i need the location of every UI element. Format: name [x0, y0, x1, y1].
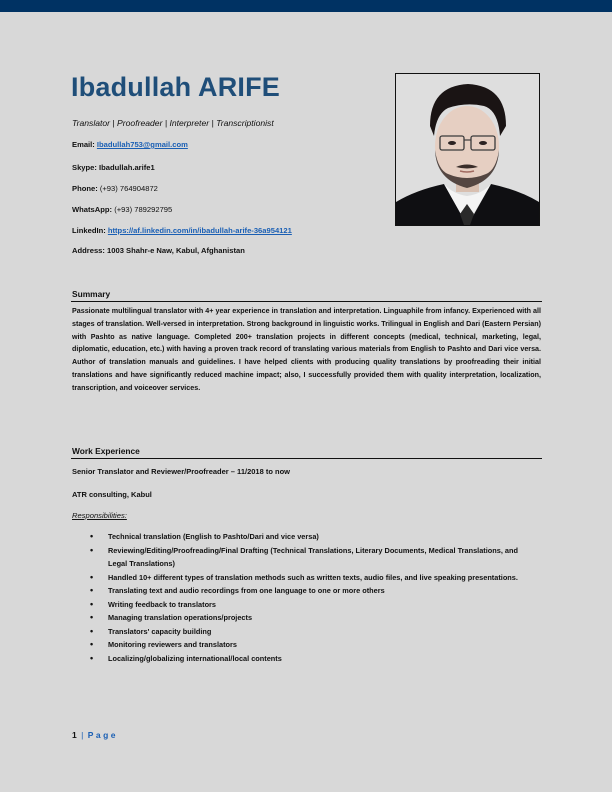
responsibilities-list	[72, 530, 532, 665]
profile-photo	[395, 73, 540, 226]
responsibilities-label: Responsibilities:	[72, 511, 127, 520]
summary-divider	[71, 301, 542, 302]
summary-text: Passionate multilingual translator with 4+ year experience in translation and interpretation. Linguaphile from infancy. Experienced with all stages of translation. Well-versed in interpretation. Strong background in linguistic works. Trilingual in English and Dari (Eastern Persian) with Pashto as native language. Completed 200+ translation projects in different concepts (medical, technical, marketing, legal, diplomatic, education, etc.) with having a proven track record of translating various materials from English to Pashto and Dari vice versa. Author of translation manuals and guidelines. I have helped clients with producing quality translations by proofreading their initial translations and have significantly reduced machine impact; also, I successfully provided them with quality interpretation, localization, transcription, and voiceover services.	[72, 307, 541, 392]
skype-label: Skype:	[72, 163, 100, 172]
contact-phone	[72, 184, 158, 193]
top-color-bar	[0, 0, 612, 12]
work-experience-divider	[71, 458, 542, 459]
list-item: • Translating text and audio recordings from one language to one or more others	[72, 584, 532, 598]
list-item: • Managing translation operations/projects	[72, 611, 532, 625]
address-value: 1003 Shahr-e Naw, Kabul, Afghanistan	[107, 246, 245, 255]
candidate-name: Ibadullah ARIFE	[71, 72, 281, 102]
address-label: Address:	[72, 246, 108, 255]
list-item: • Reviewing/Editing/Proofreading/Final Drafting (Technical Translations, Literary Documents, Medical Translations, and Legal Translations)	[72, 544, 532, 571]
contact-whatsapp	[72, 205, 172, 214]
whatsapp-value: (+93) 789292795	[114, 205, 173, 214]
linkedin-link[interactable]: https://af.linkedin.com/in/ibadullah-arife-36a954121	[107, 226, 292, 235]
page-number: 1	[72, 730, 77, 740]
list-item: • Translators' capacity building	[72, 625, 532, 639]
list-item: • Monitoring reviewers and translators	[72, 638, 532, 652]
whatsapp-label: WhatsApp:	[72, 205, 115, 214]
contact-email	[72, 140, 188, 149]
phone-label: Phone:	[72, 184, 100, 193]
contact-address	[72, 246, 245, 255]
list-item: • Localizing/globalizing international/local contents	[72, 652, 532, 666]
linkedin-label: LinkedIn:	[72, 226, 108, 235]
email-label: Email:	[72, 140, 97, 149]
summary-heading: Summary	[72, 289, 111, 299]
portrait-illustration	[396, 74, 539, 225]
work-experience-heading: Work Experience	[72, 446, 140, 456]
skype-value: Ibadullah.arife1	[99, 163, 155, 172]
contact-skype	[72, 163, 155, 172]
footer-separator: |	[81, 730, 84, 740]
job-company: ATR consulting, Kabul	[72, 490, 152, 499]
contact-linkedin	[72, 226, 292, 235]
job-position: Senior Translator and Reviewer/Proofreader – 11/2018 to now	[72, 467, 290, 476]
list-item: • Writing feedback to translators	[72, 598, 532, 612]
tagline: Translator | Proofreader | Interpreter | Transcriptionist	[72, 118, 274, 128]
list-item: • Handled 10+ different types of translation methods such as written texts, audio files, and live speaking presentations.	[72, 571, 532, 585]
page-footer	[72, 730, 118, 740]
email-link[interactable]: Ibadullah753@gmail.com	[96, 140, 188, 149]
page-label: Page	[87, 730, 119, 740]
list-item: • Technical translation (English to Pashto/Dari and vice versa)	[72, 530, 532, 544]
phone-value: (+93) 764904872	[99, 184, 158, 193]
